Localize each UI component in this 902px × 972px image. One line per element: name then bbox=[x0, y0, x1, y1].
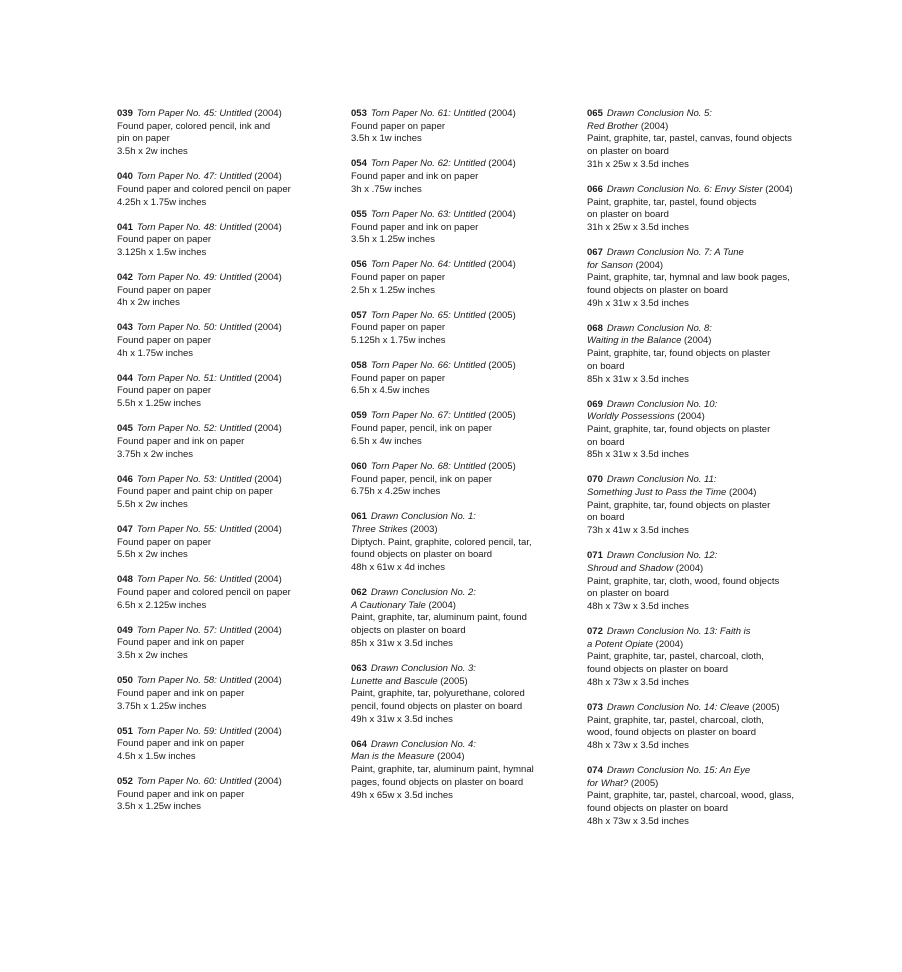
catalogue-entry bbox=[587, 474, 807, 538]
entry-medium: found objects on plaster on board bbox=[587, 664, 729, 676]
entry-number: 043 bbox=[117, 322, 133, 334]
entry-year: (2005) bbox=[628, 777, 659, 789]
entry-medium: found objects on plaster on board bbox=[351, 549, 493, 561]
entry-medium: Found paper on paper bbox=[351, 271, 446, 283]
entry-year: (2004) bbox=[251, 423, 282, 435]
entry-medium: Found paper and colored pencil on paper bbox=[117, 183, 291, 195]
entry-dimensions: 6.75h x 4.25w inches bbox=[351, 486, 441, 498]
entry-medium: found objects on plaster on board bbox=[587, 803, 729, 815]
entry-year: (2005) bbox=[437, 675, 468, 687]
entry-title: Torn Paper No. 51: Untitled bbox=[136, 372, 252, 384]
entry-title: Drawn Conclusion No. 13: Faith is bbox=[606, 625, 751, 637]
entry-title: Drawn Conclusion No. 6: Envy Sister bbox=[606, 183, 763, 195]
entry-medium: pin on paper bbox=[117, 133, 170, 145]
entry-number: 041 bbox=[117, 221, 133, 233]
entry-dimensions: 85h x 31w x 3.5d inches bbox=[351, 637, 453, 649]
catalogue-entry bbox=[351, 587, 566, 651]
catalogue-entry bbox=[117, 373, 332, 411]
entry-title: Drawn Conclusion No. 2: bbox=[370, 587, 476, 599]
entry-title: Torn Paper No. 58: Untitled bbox=[136, 675, 252, 687]
entry-medium: Found paper on paper bbox=[117, 536, 212, 548]
entry-medium: on board bbox=[587, 512, 625, 524]
catalogue-entry bbox=[117, 171, 332, 209]
entry-title: Torn Paper No. 68: Untitled bbox=[370, 460, 486, 472]
entry-dimensions: 5.5h x 2w inches bbox=[117, 549, 188, 561]
entry-year: (2004) bbox=[681, 335, 712, 347]
entry-heading bbox=[587, 108, 807, 133]
entry-year: (2005) bbox=[485, 460, 516, 472]
entry-dimensions: 48h x 73w x 3.5d inches bbox=[587, 676, 689, 688]
entry-dimensions: 3h x .75w inches bbox=[351, 183, 422, 195]
entry-title-continued: A Cautionary Tale bbox=[351, 599, 426, 611]
entry-title-continued: Red Brother bbox=[587, 120, 639, 132]
entry-title: Torn Paper No. 67: Untitled bbox=[370, 410, 486, 422]
catalogue-entry bbox=[587, 765, 807, 829]
entry-title: Drawn Conclusion No. 7: A Tune bbox=[606, 246, 744, 258]
entry-title-continued: Worldly Possessions bbox=[587, 411, 675, 423]
entry-number: 061 bbox=[351, 511, 367, 523]
entry-title-continued: Three Strikes bbox=[351, 523, 408, 535]
entry-year: (2004) bbox=[485, 208, 516, 220]
entry-title: Torn Paper No. 55: Untitled bbox=[136, 523, 252, 535]
entry-number: 068 bbox=[587, 322, 603, 334]
entry-title: Drawn Conclusion No. 14: Cleave bbox=[606, 701, 750, 713]
entry-medium: Paint, graphite, tar, pastel, charcoal, cloth, bbox=[587, 651, 764, 663]
entry-number: 049 bbox=[117, 624, 133, 636]
entry-medium: Found paper and colored pencil on paper bbox=[117, 587, 291, 599]
entry-medium: Found paper on paper bbox=[117, 385, 212, 397]
entry-year: (2004) bbox=[485, 259, 516, 271]
entry-heading bbox=[351, 209, 566, 222]
entry-medium: on plaster on board bbox=[587, 588, 669, 600]
entry-heading bbox=[117, 108, 332, 121]
entry-year: (2004) bbox=[638, 120, 669, 132]
catalogue-entry bbox=[351, 108, 566, 146]
entry-title-continued: Shroud and Shadow bbox=[587, 562, 674, 574]
entry-medium: Found paper on paper bbox=[117, 284, 212, 296]
entry-title: Torn Paper No. 59: Untitled bbox=[136, 725, 252, 737]
entry-title: Drawn Conclusion No. 12: bbox=[606, 550, 718, 562]
entry-heading bbox=[117, 776, 332, 789]
entry-heading bbox=[117, 726, 332, 739]
catalogue-entry bbox=[117, 625, 332, 663]
entry-title-continued: Waiting in the Balance bbox=[587, 335, 682, 347]
entry-number: 051 bbox=[117, 725, 133, 737]
catalogue-entry bbox=[587, 626, 807, 690]
entry-dimensions: 31h x 25w x 3.5d inches bbox=[587, 221, 689, 233]
entry-heading bbox=[351, 259, 566, 272]
entry-medium: Found paper and ink on paper bbox=[351, 221, 479, 233]
catalogue-entry bbox=[117, 675, 332, 713]
entry-year: (2004) bbox=[251, 473, 282, 485]
entry-number: 066 bbox=[587, 183, 603, 195]
entry-title: Torn Paper No. 60: Untitled bbox=[136, 775, 252, 787]
entry-title: Torn Paper No. 53: Untitled bbox=[136, 473, 252, 485]
entry-medium: pages, found objects on plaster on board bbox=[351, 776, 524, 788]
entry-medium: Found paper and ink on paper bbox=[117, 637, 245, 649]
entry-title: Drawn Conclusion No. 3: bbox=[370, 662, 476, 674]
entry-medium: Paint, graphite, tar, found objects on plaster bbox=[587, 499, 771, 511]
entry-year: (2004) bbox=[251, 725, 282, 737]
entry-dimensions: 73h x 41w x 3.5d inches bbox=[587, 525, 689, 537]
entry-year: (2004) bbox=[251, 372, 282, 384]
entry-dimensions: 3.75h x 1.25w inches bbox=[117, 700, 207, 712]
entry-year: (2004) bbox=[251, 523, 282, 535]
entry-dimensions: 2.5h x 1.25w inches bbox=[351, 284, 435, 296]
catalogue-entry bbox=[351, 410, 566, 448]
entry-number: 067 bbox=[587, 246, 603, 258]
entry-year: (2004) bbox=[674, 411, 705, 423]
entry-number: 052 bbox=[117, 775, 133, 787]
catalogue-entry bbox=[587, 399, 807, 463]
catalogue-entry bbox=[117, 272, 332, 310]
entry-medium: Paint, graphite, tar, pastel, found objects bbox=[587, 196, 757, 208]
entry-number: 055 bbox=[351, 208, 367, 220]
catalogue-entry bbox=[117, 524, 332, 562]
entry-title-continued: for Sanson bbox=[587, 259, 633, 271]
entry-title: Drawn Conclusion No. 8: bbox=[606, 322, 712, 334]
entry-medium: on board bbox=[587, 360, 625, 372]
entry-heading bbox=[587, 550, 807, 575]
entry-title: Torn Paper No. 63: Untitled bbox=[370, 208, 486, 220]
entry-title: Torn Paper No. 64: Untitled bbox=[370, 259, 486, 271]
catalogue-entry bbox=[117, 474, 332, 512]
entry-number: 039 bbox=[117, 108, 133, 119]
entry-number: 059 bbox=[351, 410, 367, 422]
entry-year: (2004) bbox=[251, 775, 282, 787]
entry-number: 057 bbox=[351, 309, 367, 321]
entry-heading bbox=[351, 587, 566, 612]
entry-number: 040 bbox=[117, 171, 133, 183]
entry-medium: Paint, graphite, tar, aluminum paint, found bbox=[351, 612, 527, 624]
entry-dimensions: 4h x 2w inches bbox=[117, 297, 180, 309]
entry-title: Drawn Conclusion No. 11: bbox=[606, 474, 717, 486]
entry-medium: objects on plaster on board bbox=[351, 625, 466, 637]
catalogue-entry bbox=[587, 184, 807, 235]
entry-heading bbox=[587, 474, 807, 499]
entry-medium: Paint, graphite, tar, pastel, charcoal, cloth, bbox=[587, 714, 764, 726]
entry-number: 045 bbox=[117, 423, 133, 435]
entry-medium: Paint, graphite, tar, polyurethane, colored bbox=[351, 688, 525, 700]
entry-medium: on plaster on board bbox=[587, 209, 669, 221]
entry-dimensions: 48h x 73w x 3.5d inches bbox=[587, 815, 689, 827]
entry-title: Torn Paper No. 62: Untitled bbox=[370, 158, 486, 170]
entry-year: (2004) bbox=[653, 638, 684, 650]
entry-dimensions: 3.5h x 2w inches bbox=[117, 650, 188, 662]
entry-heading bbox=[351, 663, 566, 688]
entry-dimensions: 3.5h x 1.25w inches bbox=[351, 234, 435, 246]
entry-title: Drawn Conclusion No. 15: An Eye bbox=[606, 764, 751, 776]
entry-dimensions: 5.5h x 2w inches bbox=[117, 498, 188, 510]
entry-medium: found objects on plaster on board bbox=[587, 285, 729, 297]
catalogue-entry bbox=[117, 108, 332, 159]
entry-heading bbox=[351, 461, 566, 474]
entry-heading bbox=[587, 247, 807, 272]
entry-title: Drawn Conclusion No. 4: bbox=[370, 738, 476, 750]
catalogue-entry bbox=[351, 259, 566, 297]
entry-title-continued: for What? bbox=[587, 777, 629, 789]
entry-medium: pencil, found objects on plaster on board bbox=[351, 700, 523, 712]
entry-heading bbox=[587, 702, 807, 715]
entry-year: (2004) bbox=[251, 221, 282, 233]
entry-dimensions: 4h x 1.75w inches bbox=[117, 347, 194, 359]
catalogue-entry bbox=[351, 158, 566, 196]
entry-dimensions: 3.125h x 1.5w inches bbox=[117, 246, 207, 258]
entry-title-continued: Something Just to Pass the Time bbox=[587, 487, 727, 499]
entry-medium: Paint, graphite, tar, found objects on plaster bbox=[587, 348, 771, 360]
entry-year: (2004) bbox=[251, 322, 282, 334]
entry-heading bbox=[587, 765, 807, 790]
entry-medium: Found paper and ink on paper bbox=[117, 788, 245, 800]
catalogue-entry bbox=[117, 726, 332, 764]
entry-medium: Found paper and ink on paper bbox=[117, 435, 245, 447]
entry-heading bbox=[351, 360, 566, 373]
entry-dimensions: 48h x 61w x 4d inches bbox=[351, 562, 446, 574]
entry-year: (2004) bbox=[251, 574, 282, 586]
entry-heading bbox=[351, 511, 566, 536]
entry-number: 071 bbox=[587, 550, 603, 562]
entry-year: (2003) bbox=[407, 523, 438, 535]
column-1 bbox=[117, 108, 332, 826]
entry-number: 050 bbox=[117, 675, 133, 687]
entry-year: (2004) bbox=[251, 675, 282, 687]
entry-heading bbox=[351, 158, 566, 171]
entry-year: (2004) bbox=[425, 599, 456, 611]
entry-title: Torn Paper No. 49: Untitled bbox=[136, 271, 252, 283]
entry-dimensions: 3.5h x 2w inches bbox=[117, 146, 188, 158]
entry-year: (2004) bbox=[485, 158, 516, 170]
entry-medium: Found paper and paint chip on paper bbox=[117, 486, 273, 498]
entry-medium: Found paper, pencil, ink on paper bbox=[351, 473, 493, 485]
entry-medium: Paint, graphite, tar, found objects on plaster bbox=[587, 423, 771, 435]
entry-medium: Found paper on paper bbox=[117, 335, 212, 347]
entry-heading bbox=[117, 373, 332, 386]
entry-medium: Found paper on paper bbox=[351, 120, 446, 132]
entry-heading bbox=[587, 184, 807, 197]
entry-heading bbox=[117, 423, 332, 436]
entry-year: (2005) bbox=[749, 701, 780, 713]
entry-medium: Found paper, pencil, ink on paper bbox=[351, 423, 493, 435]
entry-heading bbox=[117, 222, 332, 235]
entry-medium: Paint, graphite, tar, pastel, canvas, found objects bbox=[587, 133, 792, 145]
entry-title: Torn Paper No. 45: Untitled bbox=[136, 108, 252, 119]
entry-number: 065 bbox=[587, 108, 603, 119]
entry-number: 042 bbox=[117, 271, 133, 283]
catalogue-entry bbox=[351, 209, 566, 247]
entry-medium: Found paper and ink on paper bbox=[117, 687, 245, 699]
catalogue-entry bbox=[351, 739, 566, 803]
catalogue-entry bbox=[117, 222, 332, 260]
entry-title: Drawn Conclusion No. 1: bbox=[370, 511, 476, 523]
entry-title-continued: a Potent Opiate bbox=[587, 638, 654, 650]
entry-title: Torn Paper No. 56: Untitled bbox=[136, 574, 252, 586]
entry-medium: Paint, graphite, tar, hymnal and law book pages, bbox=[587, 272, 790, 284]
entry-title: Torn Paper No. 48: Untitled bbox=[136, 221, 252, 233]
entry-year: (2004) bbox=[251, 171, 282, 183]
entry-medium: wood, found objects on plaster on board bbox=[587, 727, 757, 739]
entry-title-continued: Lunette and Bascule bbox=[351, 675, 438, 687]
entry-dimensions: 6.5h x 4.5w inches bbox=[351, 385, 430, 397]
entry-title: Torn Paper No. 65: Untitled bbox=[370, 309, 486, 321]
entry-dimensions: 49h x 31w x 3.5d inches bbox=[351, 713, 453, 725]
entry-dimensions: 48h x 73w x 3.5d inches bbox=[587, 600, 689, 612]
catalogue-entry bbox=[587, 108, 807, 172]
entry-heading bbox=[351, 410, 566, 423]
entry-year: (2004) bbox=[251, 624, 282, 636]
catalogue-entry bbox=[351, 360, 566, 398]
entry-medium: Found paper and ink on paper bbox=[117, 738, 245, 750]
entry-year: (2004) bbox=[673, 562, 704, 574]
entry-dimensions: 4.5h x 1.5w inches bbox=[117, 750, 196, 762]
entry-title: Torn Paper No. 66: Untitled bbox=[370, 360, 486, 372]
entry-number: 047 bbox=[117, 523, 133, 535]
entry-dimensions: 5.125h x 1.75w inches bbox=[351, 335, 446, 347]
entry-heading bbox=[587, 399, 807, 424]
entry-heading bbox=[117, 574, 332, 587]
entry-title: Drawn Conclusion No. 10: bbox=[606, 398, 718, 410]
entry-number: 070 bbox=[587, 474, 603, 486]
entry-dimensions: 31h x 25w x 3.5d inches bbox=[587, 158, 689, 170]
entry-number: 073 bbox=[587, 701, 603, 713]
catalogue-entry bbox=[117, 322, 332, 360]
entry-number: 069 bbox=[587, 398, 603, 410]
entry-dimensions: 6.5h x 2.125w inches bbox=[117, 599, 207, 611]
catalogue-entry bbox=[587, 550, 807, 614]
entry-dimensions: 85h x 31w x 3.5d inches bbox=[587, 373, 689, 385]
entry-title: Torn Paper No. 52: Untitled bbox=[136, 423, 252, 435]
entry-year: (2004) bbox=[632, 259, 664, 271]
entry-dimensions: 49h x 65w x 3.5d inches bbox=[351, 789, 453, 801]
entry-number: 046 bbox=[117, 473, 133, 485]
entry-year: (2005) bbox=[485, 410, 516, 422]
catalogue-entry bbox=[587, 702, 807, 753]
entry-dimensions: 6.5h x 4w inches bbox=[351, 435, 422, 447]
entry-year: (2005) bbox=[485, 309, 516, 321]
catalogue-entry bbox=[587, 247, 807, 311]
catalogue-entry bbox=[117, 776, 332, 814]
entry-title: Torn Paper No. 61: Untitled bbox=[370, 108, 486, 119]
column-2 bbox=[351, 108, 566, 815]
entry-medium: Paint, graphite, tar, pastel, charcoal, wood, glass, bbox=[587, 790, 795, 802]
entry-year: (2004) bbox=[251, 271, 282, 283]
entry-medium: Found paper and ink on paper bbox=[351, 171, 479, 183]
entry-year: (2004) bbox=[251, 108, 282, 119]
entry-medium: Found paper on paper bbox=[351, 322, 446, 334]
entry-number: 048 bbox=[117, 574, 133, 586]
entry-medium: Found paper on paper bbox=[351, 372, 446, 384]
entry-title: Torn Paper No. 47: Untitled bbox=[136, 171, 252, 183]
entry-heading bbox=[117, 474, 332, 487]
entry-year: (2004) bbox=[485, 108, 516, 119]
entry-number: 060 bbox=[351, 460, 367, 472]
catalogue-entry bbox=[351, 461, 566, 499]
entry-year: (2005) bbox=[485, 360, 516, 372]
entry-medium: Paint, graphite, tar, cloth, wood, found objects bbox=[587, 575, 780, 587]
entry-year: (2004) bbox=[726, 487, 757, 499]
entry-number: 053 bbox=[351, 108, 367, 119]
entry-number: 056 bbox=[351, 259, 367, 271]
entry-title-continued: Man is the Measure bbox=[351, 751, 435, 763]
entry-title: Drawn Conclusion No. 5: bbox=[606, 108, 712, 119]
entry-number: 064 bbox=[351, 738, 367, 750]
entry-heading bbox=[587, 626, 807, 651]
entry-title: Torn Paper No. 50: Untitled bbox=[136, 322, 252, 334]
entry-medium: Found paper, colored pencil, ink and bbox=[117, 120, 271, 132]
entry-heading bbox=[117, 675, 332, 688]
entry-number: 063 bbox=[351, 662, 367, 674]
entry-number: 054 bbox=[351, 158, 367, 170]
entry-year: (2004) bbox=[762, 183, 793, 195]
entry-medium: on plaster on board bbox=[587, 146, 669, 158]
entry-heading bbox=[117, 625, 332, 638]
entry-dimensions: 5.5h x 1.25w inches bbox=[117, 398, 201, 410]
entry-title: Torn Paper No. 57: Untitled bbox=[136, 624, 252, 636]
entry-dimensions: 3.5h x 1w inches bbox=[351, 133, 422, 145]
entry-heading bbox=[351, 108, 566, 121]
entry-heading bbox=[117, 171, 332, 184]
entry-heading bbox=[587, 323, 807, 348]
entry-number: 044 bbox=[117, 372, 133, 384]
entry-medium: on board bbox=[587, 436, 625, 448]
entry-heading bbox=[117, 272, 332, 285]
entry-heading bbox=[117, 322, 332, 335]
entry-heading bbox=[117, 524, 332, 537]
entry-heading bbox=[351, 310, 566, 323]
entry-dimensions: 3.5h x 1.25w inches bbox=[117, 801, 201, 813]
catalogue-entry bbox=[587, 323, 807, 387]
catalogue-entry bbox=[351, 663, 566, 727]
entry-year: (2004) bbox=[434, 751, 465, 763]
entry-medium: Diptych. Paint, graphite, colored pencil, tar, bbox=[351, 536, 532, 548]
catalogue-entry bbox=[351, 310, 566, 348]
catalogue-entry bbox=[351, 511, 566, 575]
entry-number: 074 bbox=[587, 764, 603, 776]
entry-dimensions: 3.75h x 2w inches bbox=[117, 448, 194, 460]
entry-dimensions: 49h x 31w x 3.5d inches bbox=[587, 297, 689, 309]
entry-medium: Found paper on paper bbox=[117, 234, 212, 246]
entry-dimensions: 4.25h x 1.75w inches bbox=[117, 196, 207, 208]
catalogue-entry bbox=[117, 423, 332, 461]
column-3 bbox=[587, 108, 807, 841]
catalogue-entry bbox=[117, 574, 332, 612]
entry-dimensions: 85h x 31w x 3.5d inches bbox=[587, 449, 689, 461]
entry-number: 058 bbox=[351, 360, 367, 372]
entry-number: 062 bbox=[351, 587, 367, 599]
entry-dimensions: 48h x 73w x 3.5d inches bbox=[587, 739, 689, 751]
entry-medium: Paint, graphite, tar, aluminum paint, hymnal bbox=[351, 764, 534, 776]
entry-heading bbox=[351, 739, 566, 764]
entry-number: 072 bbox=[587, 625, 603, 637]
